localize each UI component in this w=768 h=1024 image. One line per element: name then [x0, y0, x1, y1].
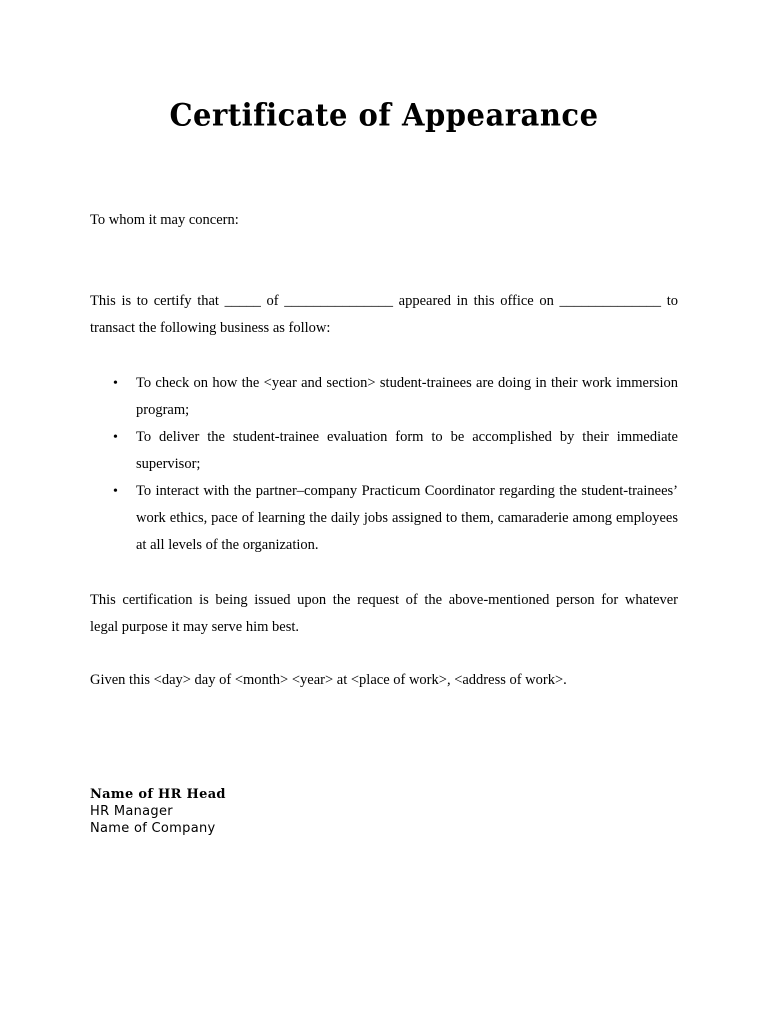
- list-item: [90, 478, 678, 559]
- bullet-icon: •: [113, 430, 118, 445]
- document-title: Certificate of Appearance: [169, 97, 599, 133]
- business-list: [90, 370, 678, 559]
- list-item: [90, 424, 678, 478]
- issued-line-2: legal purpose it may serve him best.: [90, 619, 299, 635]
- bullet-icon: •: [113, 484, 118, 499]
- given-paragraph: Given this <day> day of <month> <year> at <place of work>, <address of work>.: [90, 672, 567, 688]
- bullet-icon: •: [113, 376, 118, 391]
- signatory-name: Name of HR Head: [90, 787, 226, 802]
- certify-line-2: transact the following business as follow:: [90, 320, 331, 336]
- certify-paragraph: [90, 288, 678, 342]
- certify-line-1: This is to certify that _____ of _______________ appeared in this office on ______________ to: [90, 293, 678, 309]
- salutation: To whom it may concern:: [90, 212, 239, 228]
- signatory-company: Name of Company: [90, 821, 216, 836]
- signatory-position: HR Manager: [90, 804, 173, 819]
- list-item: [90, 370, 678, 424]
- issued-paragraph: [90, 587, 678, 641]
- list-item-text: To deliver the student-trainee evaluation form to be accomplished by their immediate supervisor;: [136, 429, 678, 472]
- list-item-text: To interact with the partner–company Practicum Coordinator regarding the student-trainees’ work ethics, pace of learning the daily jobs assigned to them, camaraderie among employees at all levels of the organization.: [136, 483, 678, 553]
- signature-block: [90, 786, 226, 837]
- list-item-text: To check on how the <year and section> student-trainees are doing in their work immersion program;: [136, 375, 678, 418]
- issued-line-1: This certification is being issued upon the request of the above-mentioned person for whatever: [90, 592, 678, 608]
